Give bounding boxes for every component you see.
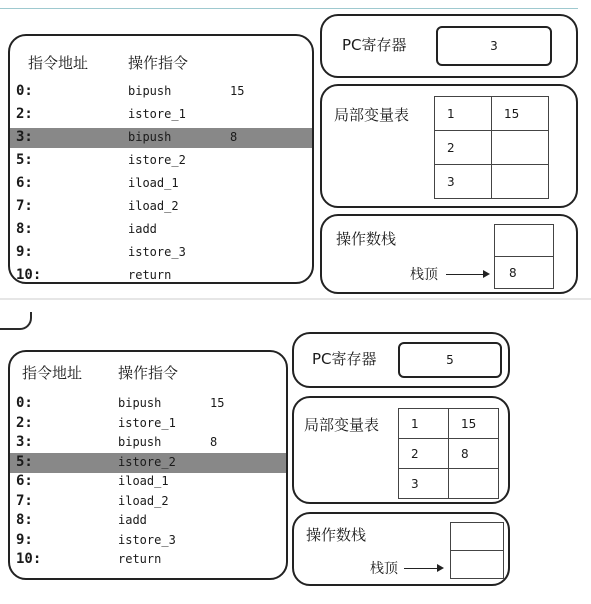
- instruction-address: 3:: [16, 129, 33, 145]
- instruction-opcode: iload_2: [128, 199, 179, 213]
- instruction-row: [10, 433, 286, 453]
- slot-value: [492, 131, 549, 165]
- slot-index: 1: [435, 97, 492, 131]
- instruction-address: 0:: [16, 83, 33, 99]
- instruction-opcode: istore_1: [128, 107, 186, 121]
- instruction-address: 3:: [16, 434, 33, 450]
- address-header: 指令地址: [28, 54, 89, 72]
- instruction-address: 7:: [16, 198, 33, 214]
- bracket-mark: [0, 312, 32, 330]
- stack-top-arrow: [446, 274, 484, 275]
- instruction-row: [10, 220, 312, 240]
- instruction-row: [10, 243, 312, 263]
- instruction-opcode: iload_1: [118, 474, 169, 488]
- instruction-address: 2:: [16, 414, 33, 431]
- current-instruction-row: [10, 128, 312, 148]
- slot-value: [449, 469, 499, 499]
- instruction-row: [10, 174, 312, 194]
- slot-value: 15: [492, 97, 549, 131]
- instruction-opcode: return: [128, 268, 172, 282]
- slot-index: 3: [435, 165, 492, 199]
- local-variable-row: [399, 409, 499, 439]
- instruction-opcode: istore_1: [118, 415, 176, 430]
- snapshot-divider: [0, 298, 591, 300]
- instruction-address: 8:: [16, 221, 33, 237]
- instruction-opcode: bipush: [128, 84, 172, 98]
- local-variable-table: [434, 96, 549, 199]
- instruction-address: 5:: [16, 453, 33, 470]
- address-header: 指令地址: [22, 364, 83, 382]
- local-variable-title: 局部变量表: [334, 106, 410, 124]
- stack-slot: [450, 522, 504, 551]
- local-variable-row: [435, 97, 549, 131]
- slot-value: 8: [449, 439, 499, 469]
- instruction-operand: 8: [210, 435, 218, 449]
- local-variable-table: [398, 408, 499, 499]
- instruction-operand: 15: [230, 84, 245, 98]
- slot-index: 1: [399, 409, 449, 439]
- instruction-opcode: istore_2: [128, 153, 186, 167]
- stack-slot: 8: [494, 256, 554, 289]
- instruction-row: [10, 82, 312, 102]
- opcode-header: 操作指令: [128, 54, 189, 72]
- instruction-address: 9:: [16, 531, 33, 548]
- instruction-row: [10, 472, 286, 492]
- instruction-opcode: return: [118, 552, 162, 566]
- instruction-panel: [8, 350, 288, 580]
- operand-stack-panel: [320, 214, 578, 294]
- instruction-operand: 8: [230, 130, 238, 144]
- instruction-row: [10, 197, 312, 217]
- pc-register-value: 3: [436, 26, 552, 66]
- slot-index: 3: [399, 469, 449, 499]
- instruction-row: [10, 511, 286, 531]
- pc-register-panel: [292, 332, 510, 388]
- instruction-operand: 15: [210, 396, 225, 410]
- local-variable-row: [399, 439, 499, 469]
- slot-value: [492, 165, 549, 199]
- instruction-opcode: bipush: [128, 130, 172, 144]
- local-variable-title: 局部变量表: [304, 416, 380, 434]
- instruction-address: 9:: [16, 244, 33, 260]
- instruction-address: 10:: [16, 267, 42, 283]
- instruction-row: [10, 151, 312, 171]
- instruction-address: 10:: [16, 551, 42, 567]
- instruction-address: 0:: [16, 395, 33, 411]
- instruction-opcode: bipush: [118, 435, 162, 449]
- stack-top-label: 栈顶: [370, 561, 398, 577]
- instruction-opcode: istore_2: [118, 454, 176, 469]
- instruction-opcode: istore_3: [128, 245, 186, 259]
- stack-top-arrowhead: [483, 270, 490, 278]
- instruction-address: 6:: [16, 473, 33, 489]
- instruction-opcode: iadd: [128, 222, 157, 236]
- instruction-panel: [8, 34, 314, 284]
- instruction-address: 5:: [16, 152, 33, 168]
- stack-top-label: 栈顶: [410, 267, 438, 283]
- slot-value: 15: [449, 409, 499, 439]
- instruction-row: [10, 550, 286, 570]
- operand-stack-panel: [292, 512, 510, 586]
- instruction-row: [10, 531, 286, 551]
- instruction-row: [10, 492, 286, 512]
- slot-index: 2: [435, 131, 492, 165]
- instruction-row: [10, 266, 312, 286]
- instruction-opcode: bipush: [118, 396, 162, 410]
- instruction-address: 2:: [16, 106, 33, 122]
- instruction-row: [10, 105, 312, 125]
- local-variable-row: [399, 469, 499, 499]
- local-variable-panel: [292, 396, 510, 504]
- slot-index: 2: [399, 439, 449, 469]
- instruction-opcode: iload_2: [118, 493, 169, 508]
- operand-stack-title: 操作数栈: [306, 526, 367, 544]
- instruction-row: [10, 414, 286, 434]
- top-rule: [0, 8, 578, 9]
- instruction-address: 8:: [16, 512, 33, 528]
- pc-register-panel: [320, 14, 578, 78]
- operand-stack-title: 操作数栈: [336, 230, 397, 248]
- pc-register-title: PC寄存器: [312, 350, 377, 368]
- instruction-opcode: istore_3: [118, 532, 176, 547]
- instruction-opcode: iadd: [118, 513, 147, 527]
- stack-top-arrow: [404, 568, 438, 569]
- local-variable-row: [435, 131, 549, 165]
- stack-slot: [494, 224, 554, 257]
- current-instruction-row: [10, 453, 286, 473]
- pc-register-title: PC寄存器: [342, 36, 407, 54]
- instruction-address: 6:: [16, 175, 33, 191]
- local-variable-row: [435, 165, 549, 199]
- pc-register-value: 5: [398, 342, 502, 378]
- stack-slot: [450, 550, 504, 579]
- stack-top-arrowhead: [437, 564, 444, 572]
- instruction-opcode: iload_1: [128, 176, 179, 190]
- opcode-header: 操作指令: [118, 364, 179, 382]
- local-variable-panel: [320, 84, 578, 208]
- instruction-address: 7:: [16, 492, 33, 509]
- instruction-row: [10, 394, 286, 414]
